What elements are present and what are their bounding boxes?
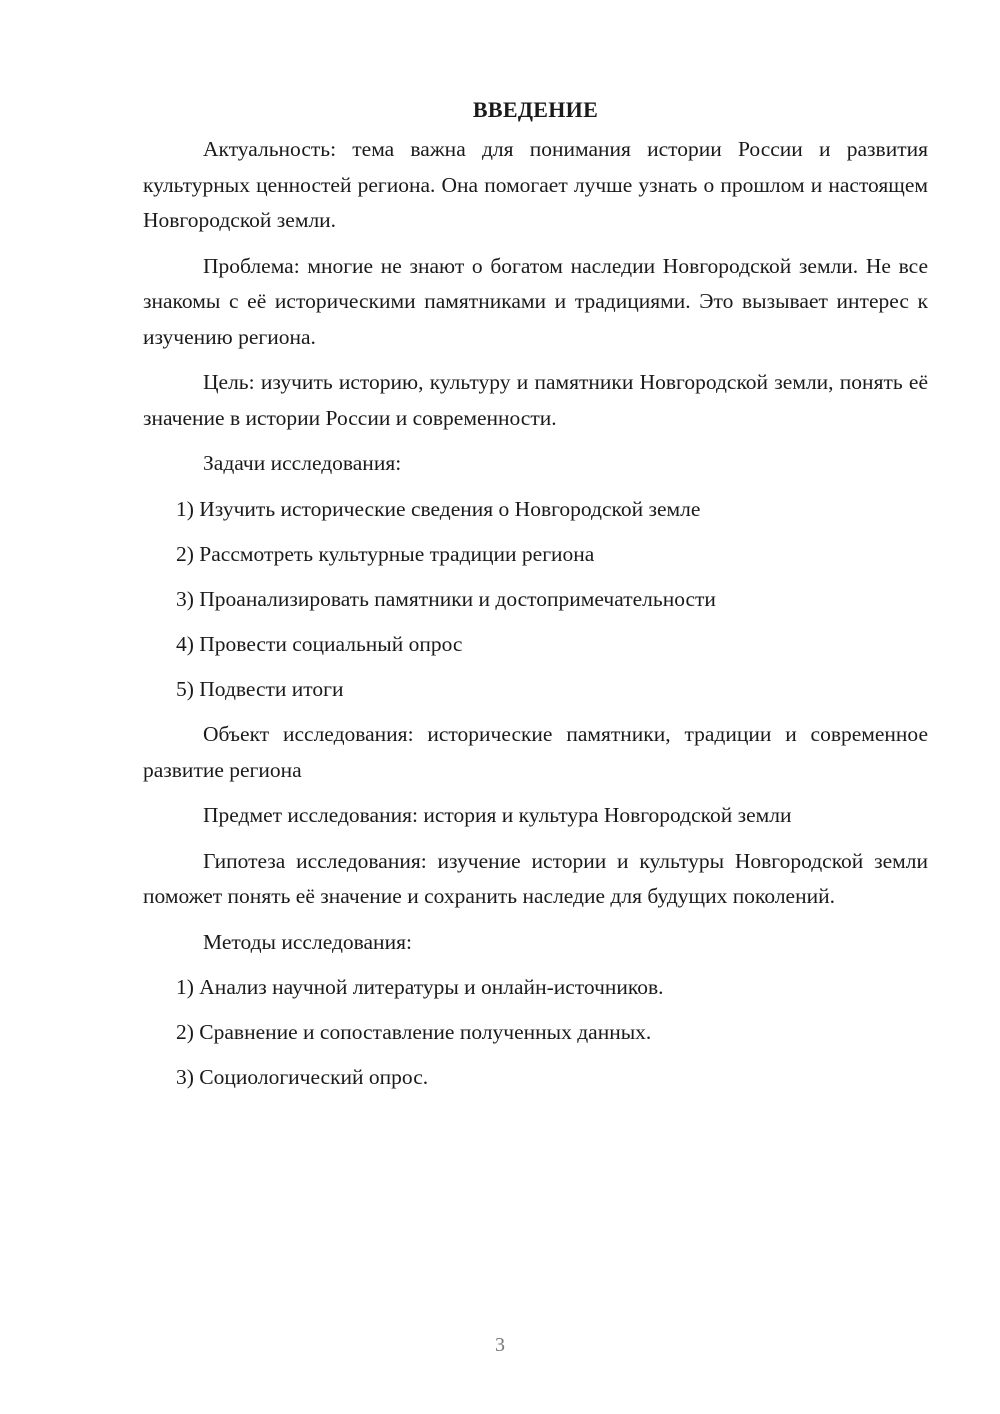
page-number: 3 <box>495 1334 505 1356</box>
list-item: 2) Сравнение и сопоставление полученных данных. <box>176 1020 652 1044</box>
hypothesis-paragraph: Гипотеза исследования: изучение истории и культуры Новгородской земли поможет понять её значение и сохранить наследие для будущих поколений. <box>143 848 928 908</box>
object-paragraph: Объект исследования: исторические памятники, традиции и современное развитие региона <box>143 722 928 782</box>
tasks-heading: Задачи исследования: <box>203 451 402 475</box>
list-item: 1) Изучить исторические сведения о Новгородской земле <box>176 496 701 521</box>
list-item: 3) Социологический опрос. <box>176 1065 429 1089</box>
list-item: 1) Анализ научной литературы и онлайн-источников. <box>176 975 664 999</box>
list-item: 3) Проанализировать памятники и достопримечательности <box>176 586 716 611</box>
page-title: ВВЕДЕНИЕ <box>472 97 599 122</box>
methods-list <box>143 970 928 1096</box>
methods-heading: Методы исследования: <box>203 929 412 954</box>
tasks-list <box>143 492 928 708</box>
goal-paragraph: Цель: изучить историю, культуру и памятники Новгородской земли, понять её значение в истории России и современности. <box>143 370 928 430</box>
list-item: 2) Рассмотреть культурные традиции региона <box>176 541 595 566</box>
relevance-paragraph: Актуальность: тема важна для понимания истории России и развития культурных ценностей региона. Она помогает лучше узнать о прошлом и настоящем Новгородской земли. <box>143 137 928 232</box>
list-item: 5) Подвести итоги <box>176 676 344 701</box>
problem-paragraph: Проблема: многие не знают о богатом наследии Новгородской земли. Не все знакомы с её историческими памятниками и традициями. Это вызывает интерес к изучению региона. <box>143 253 928 349</box>
subject-paragraph: Предмет исследования: история и культура Новгородской земли <box>203 803 792 827</box>
list-item: 4) Провести социальный опрос <box>176 631 463 656</box>
document-page <box>143 92 928 1106</box>
